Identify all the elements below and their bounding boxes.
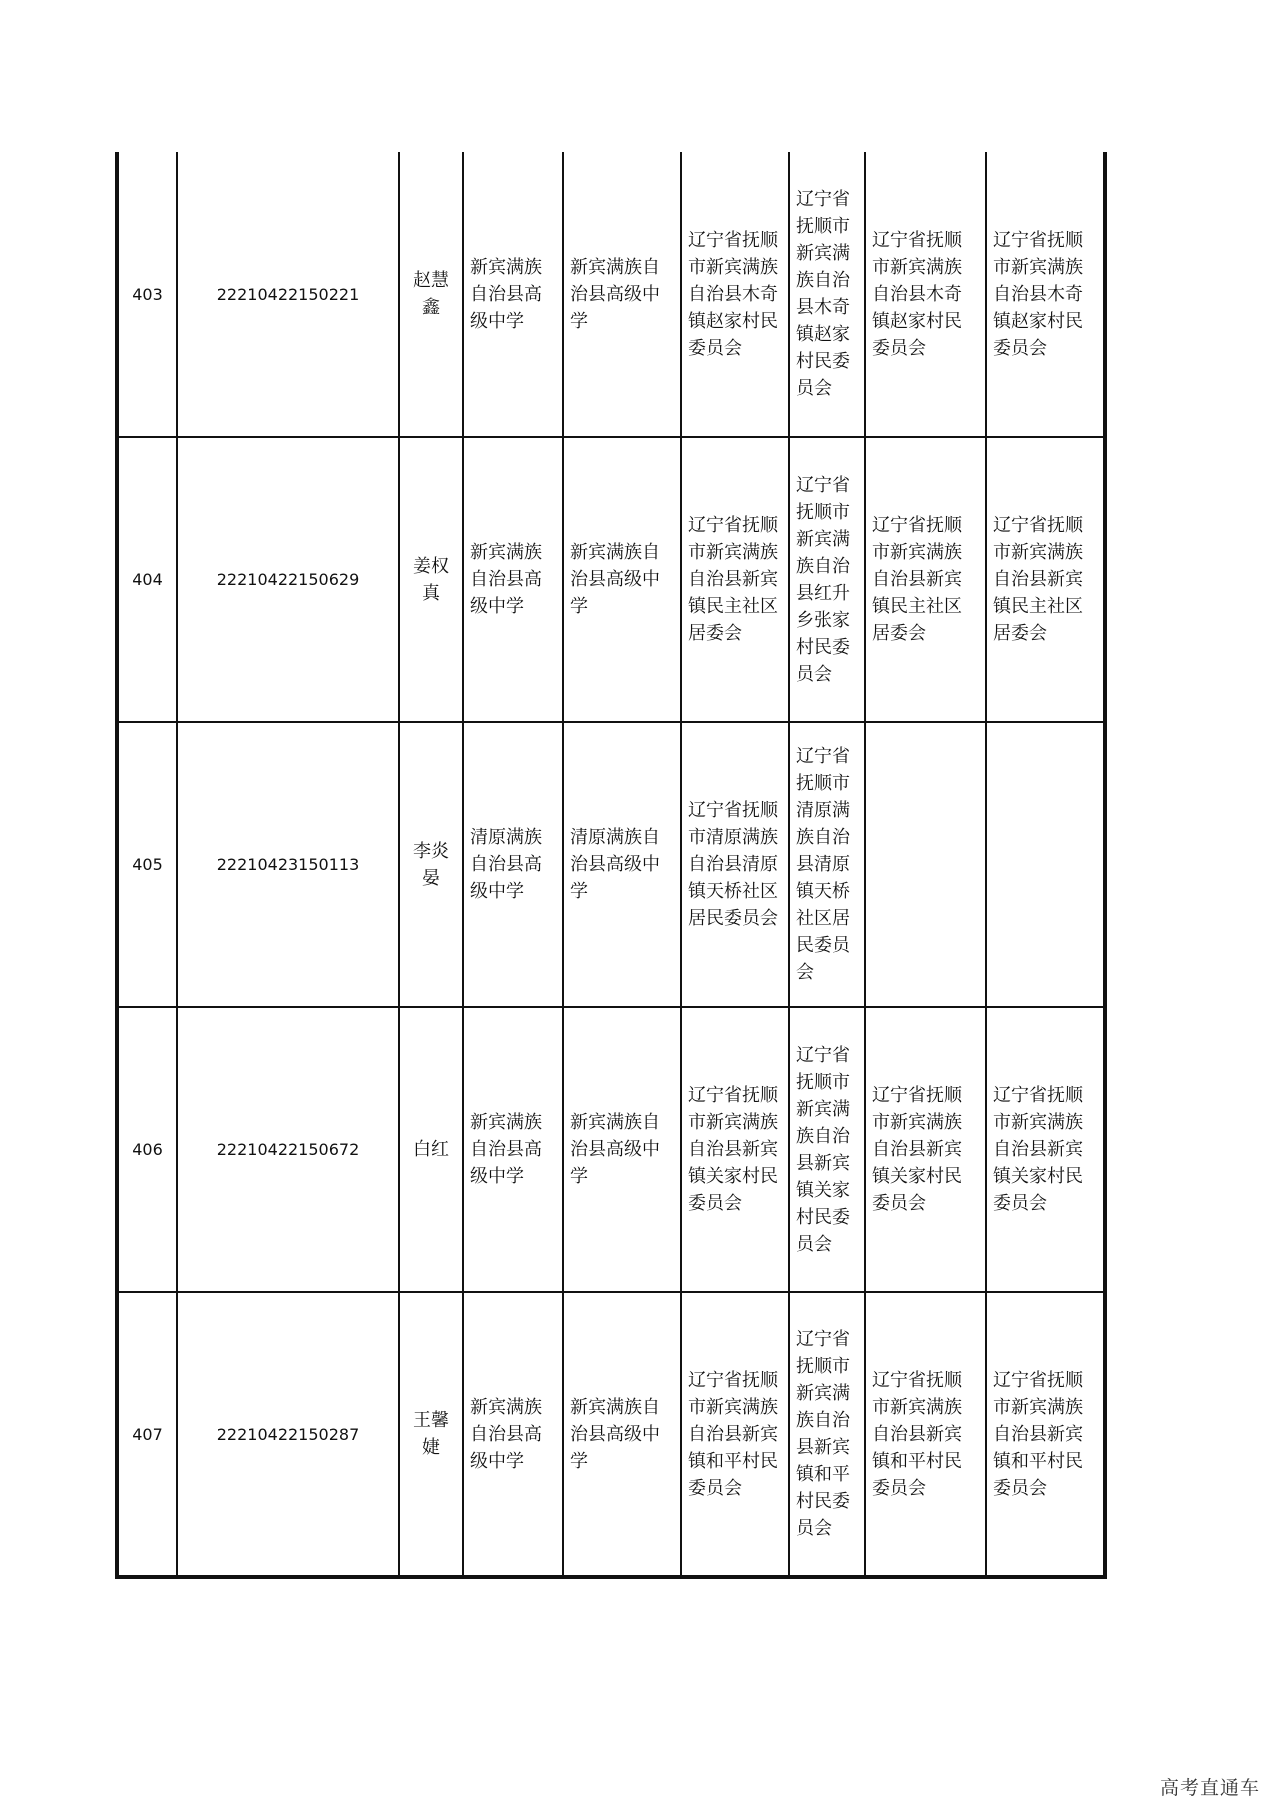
address-cell: 辽宁省抚顺市新宾满族自治县新宾镇民主社区居委会 [681,437,789,722]
table-row [117,1007,1105,1292]
name-cell: 白红 [399,1007,463,1292]
name-cell: 赵慧鑫 [399,152,463,437]
name-cell: 姜权真 [399,437,463,722]
seq-cell: 403 [117,152,177,437]
seq-cell: 405 [117,722,177,1007]
address-cell: 辽宁省抚顺市新宾满族自治县新宾镇民主社区居委会 [986,437,1105,722]
address-cell: 辽宁省抚顺市新宾满族自治县木奇镇赵家村民委员会 [681,152,789,437]
address-cell: 辽宁省抚顺市新宾满族自治县新宾镇和平村民委员会 [681,1292,789,1577]
school-cell: 新宾满族自治县高级中学 [463,152,563,437]
school-cell: 新宾满族自治县高级中学 [463,437,563,722]
address-cell [865,722,986,1007]
address-cell: 辽宁省抚顺市新宾满族自治县新宾镇和平村民委员会 [986,1292,1105,1577]
seq-cell: 406 [117,1007,177,1292]
exam-number-cell: 22210422150221 [177,152,399,437]
school-cell: 新宾满族自治县高级中学 [563,1292,681,1577]
address-cell: 辽宁省抚顺市新宾满族自治县新宾镇和平村民委员会 [789,1292,865,1577]
table-row [117,437,1105,722]
address-cell [986,722,1105,1007]
school-cell: 清原满族自治县高级中学 [563,722,681,1007]
address-cell: 辽宁省抚顺市清原满族自治县清原镇天桥社区居民委员会 [789,722,865,1007]
address-cell: 辽宁省抚顺市新宾满族自治县新宾镇关家村民委员会 [681,1007,789,1292]
address-cell: 辽宁省抚顺市新宾满族自治县木奇镇赵家村民委员会 [865,152,986,437]
watermark-text: 高考直通车 [1159,1777,1260,1799]
school-cell: 新宾满族自治县高级中学 [463,1292,563,1577]
exam-number-cell: 22210422150629 [177,437,399,722]
address-cell: 辽宁省抚顺市新宾满族自治县红升乡张家村民委员会 [789,437,865,722]
school-cell: 新宾满族自治县高级中学 [463,1007,563,1292]
address-cell: 辽宁省抚顺市清原满族自治县清原镇天桥社区居民委员会 [681,722,789,1007]
table-row [117,152,1105,437]
school-cell: 新宾满族自治县高级中学 [563,437,681,722]
school-cell: 清原满族自治县高级中学 [463,722,563,1007]
name-cell: 王馨婕 [399,1292,463,1577]
table-row [117,722,1105,1007]
seq-cell: 407 [117,1292,177,1577]
exam-number-cell: 22210422150672 [177,1007,399,1292]
address-cell: 辽宁省抚顺市新宾满族自治县木奇镇赵家村民委员会 [986,152,1105,437]
address-cell: 辽宁省抚顺市新宾满族自治县新宾镇民主社区居委会 [865,437,986,722]
table-row [117,1292,1105,1577]
address-cell: 辽宁省抚顺市新宾满族自治县新宾镇和平村民委员会 [865,1292,986,1577]
address-cell: 辽宁省抚顺市新宾满族自治县新宾镇关家村民委员会 [986,1007,1105,1292]
name-cell: 李炎晏 [399,722,463,1007]
exam-number-cell: 22210423150113 [177,722,399,1007]
student-roster-table [115,152,1107,1579]
seq-cell: 404 [117,437,177,722]
address-cell: 辽宁省抚顺市新宾满族自治县木奇镇赵家村民委员会 [789,152,865,437]
school-cell: 新宾满族自治县高级中学 [563,152,681,437]
exam-number-cell: 22210422150287 [177,1292,399,1577]
school-cell: 新宾满族自治县高级中学 [563,1007,681,1292]
address-cell: 辽宁省抚顺市新宾满族自治县新宾镇关家村民委员会 [789,1007,865,1292]
address-cell: 辽宁省抚顺市新宾满族自治县新宾镇关家村民委员会 [865,1007,986,1292]
